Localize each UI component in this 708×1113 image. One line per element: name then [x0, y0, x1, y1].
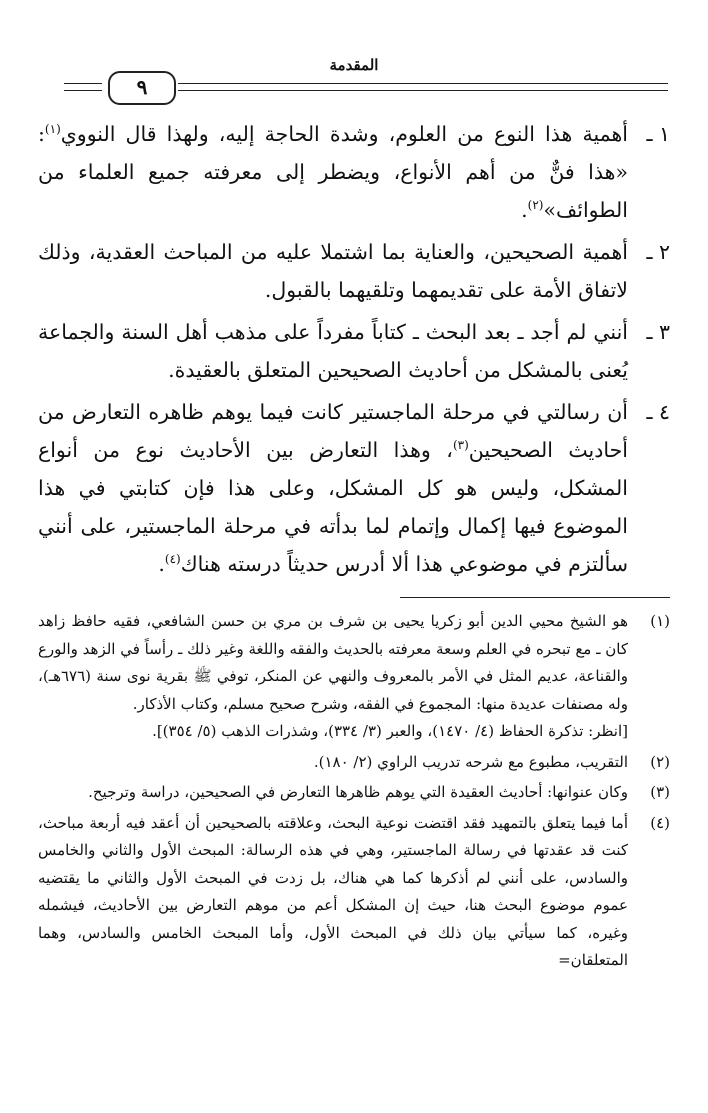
footnote-ref[interactable]: (٣) — [452, 438, 469, 453]
item-text: أنني لم أجد ـ بعد البحث ـ كتاباً مفرداً على مذهب أهل السنة والجماعة يُعنى بالمشكل من أحاديث الصحيحين المتعلق بالعقيدة. — [38, 320, 628, 382]
list-item — [38, 115, 670, 229]
list-item — [38, 313, 670, 389]
item-number: ٤ ـ — [646, 400, 670, 424]
header-rule — [178, 90, 668, 91]
footnote — [38, 749, 670, 777]
item-text: . — [521, 198, 528, 222]
footnote — [38, 779, 670, 807]
item-text: أهمية الصحيحين، والعناية بما اشتملا عليه من المباحث العقدية، وذلك لاتفاق الأمة على تقديمهما وتلقيهما بالقبول. — [38, 240, 628, 302]
footnote-number: (٢) — [650, 752, 670, 771]
item-text: : «هذا فنٌّ من أهم الأنواع، ويضطر إلى معرفته جميع العلماء من الطوائف» — [38, 122, 628, 222]
item-text: أهمية هذا النوع من العلوم، وشدة الحاجة إليه، ولهذا قال النووي — [60, 122, 628, 146]
header-rule-left — [64, 90, 102, 91]
header-rule — [178, 83, 668, 84]
item-text: ، وهذا التعارض بين الأحاديث نوع من أنواع المشكل، وليس هو كل المشكل، وعلى هذا فإن كتابتي في هذا الموضوع فيها إكمال وإتمام لما بدأته في مرحلة الماجستير، على أنني سألتزم في موضوعي هذا ألا أدرس حديثاً درسته هناك — [38, 438, 628, 576]
body-list — [38, 115, 670, 587]
footnote-separator — [400, 597, 670, 598]
footnote-source: [انظر: تذكرة الحفاظ (٤/ ١٤٧٠)، والعبر (٣/ ٣٣٤)، وشذرات الذهب (٥/ ٣٥٤)]. — [152, 722, 628, 740]
item-number: ١ ـ — [646, 122, 670, 146]
item-text: . — [158, 552, 165, 576]
page-header — [40, 54, 668, 106]
footnote-number: (٤) — [650, 813, 670, 832]
footnote — [38, 810, 670, 975]
footnote-ref[interactable]: (٢) — [527, 198, 544, 213]
list-item — [38, 393, 670, 583]
footnote-ref[interactable]: (١) — [44, 122, 61, 137]
footnote-text: أما فيما يتعلق بالتمهيد فقد اقتضت نوعية البحث، وعلاقته بالصحيحين أن أعقد فيه أربعة مباحث، كنت قد عقدتها في رسالة الماجستير، وهي في هذه الرسالة: المبحث الأول والثاني والخامس والسادس، على أنني لم أذكرها كما هي هناك، بل زدت في المبحث الأول والثاني ما يقتضيه عموم موضوع البحث هنا، حيث إن المشكل أعم من موهم التعارض بين الأحاديث، فيشمله وغيره، كما سيأتي بيان ذلك في المبحث الأول، وأما المبحث الخامس والسادس، وهما المتعلقان= — [38, 813, 628, 969]
header-rule-left — [64, 83, 102, 84]
running-title: المقدمة — [329, 56, 379, 74]
item-number: ٢ ـ — [646, 240, 670, 264]
footnote-text: وكان عنوانها: أحاديث العقيدة التي يوهم ظاهرها التعارض في الصحيحين، دراسة وترجيح. — [88, 783, 628, 801]
footnote-text: التقريب، مطبوع مع شرحه تدريب الراوي (٢/ ١٨٠). — [313, 752, 628, 771]
page-number: ٩ — [108, 71, 176, 105]
footnote-number: (١) — [650, 612, 670, 630]
list-item — [38, 233, 670, 309]
item-number: ٣ ـ — [646, 320, 670, 344]
footnote-text: هو الشيخ محيي الدين أبو زكريا يحيى بن شرف بن مري بن حسن الشافعي، فقيه حافظ زاهد كان ـ مع تبحره في العلم وسعة معرفته بالحديث والفقه واللغة وغير ذلك ـ رأساً في الزهد والورع والقناعة، عديم المثل في الأمر بالمعروف والنهي عن المنكر، توفي ﷺ بقرية نوى سنة (٦٧٦هـ)، وله مصنفات عديدة منها: المجموع في الفقه، وشرح صحيح مسلم، وكتاب الأذكار. — [37, 612, 628, 713]
footnotes — [38, 608, 670, 978]
footnote-number: (٣) — [650, 783, 670, 801]
footnote-ref[interactable]: (٤) — [164, 552, 181, 567]
footnote — [38, 608, 670, 746]
item-text: أن رسالتي في مرحلة الماجستير كانت فيما يوهم ظاهره التعارض من أحاديث الصحيحين — [38, 400, 628, 462]
